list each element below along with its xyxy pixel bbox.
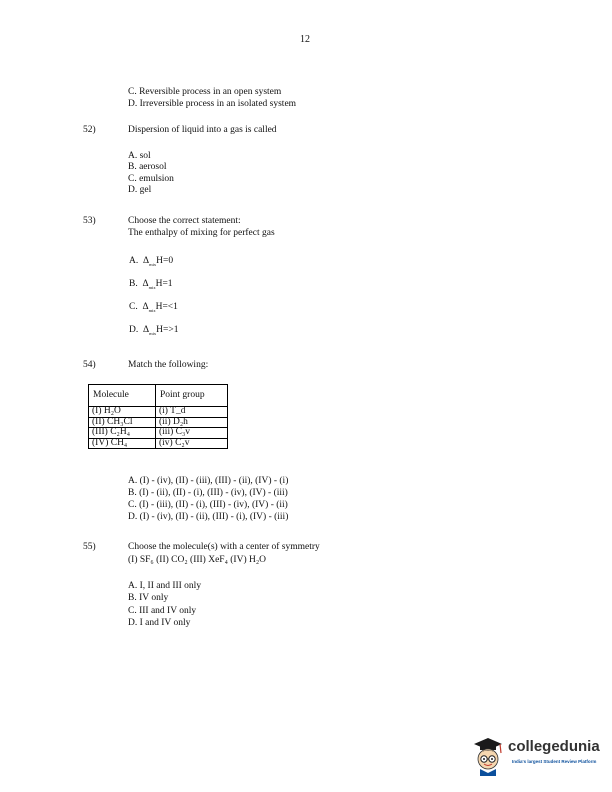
match-table — [88, 384, 228, 449]
table-cell: (i) T_d — [156, 407, 228, 418]
question-54-option-d: D. (I) - (iv), (II) - (ii), (III) - (i), (IV) - (iii) — [128, 512, 289, 522]
question-53-text-1: Choose the correct statement: — [128, 216, 241, 226]
table-cell: (iv) C₂v — [156, 438, 228, 449]
question-55-option-c: C. III and IV only — [128, 606, 197, 616]
table-header-cell: Molecule — [89, 385, 156, 407]
table-row — [89, 428, 228, 439]
table-header-cell: Point group — [156, 385, 228, 407]
question-52-number: 52) — [83, 125, 96, 135]
table-cell: (IV) CH₄ — [89, 438, 156, 449]
question-53-option-a: A. $\Delta_{mix}H=0$ — [129, 256, 174, 267]
table-header-row — [89, 385, 228, 407]
table-row — [89, 438, 228, 449]
question-55-option-a: A. I, II and III only — [128, 581, 202, 591]
question-54-option-a: A. (I) - (iv), (II) - (iii), (III) - (ii), (IV) - (i) — [128, 476, 289, 486]
table-row — [89, 417, 228, 428]
question-55-option-b: B. IV only — [128, 593, 169, 603]
table-cell: (I) H₂O — [89, 407, 156, 418]
question-53-option-b: B. $\Delta_{mix}H=1$ — [129, 279, 173, 290]
collegedunia-logo-text: collegedunia — [508, 738, 600, 755]
question-54-number: 54) — [83, 360, 96, 370]
question-55-text-1: Choose the molecule(s) with a center of symmetry — [128, 542, 320, 552]
question-54-text: Match the following: — [128, 360, 209, 370]
question-52-option-a: A. sol — [128, 151, 151, 161]
table-row — [89, 407, 228, 418]
collegedunia-tagline: India's largest Student Review Platform — [512, 759, 597, 764]
prev-option-c: C. Reversible process in an open system — [128, 87, 282, 97]
question-52-text: Dispersion of liquid into a gas is called — [128, 125, 277, 135]
question-55-option-d: D. I and IV only — [128, 618, 191, 628]
collegedunia-mascot-icon — [470, 735, 506, 777]
question-52-option-c: C. emulsion — [128, 174, 174, 184]
question-55-text-2: (I) SF₆ (II) CO₂ (III) XeF₄ (IV) H₂O — [128, 555, 267, 565]
table-cell: (iii) C₃v — [156, 428, 228, 439]
question-54-option-c: C. (I) - (iii), (II) - (i), (III) - (iv), (IV) - (ii) — [128, 500, 288, 510]
question-55-number: 55) — [83, 542, 96, 552]
question-52-option-b: B. aerosol — [128, 162, 167, 172]
prev-option-d: D. Irreversible process in an isolated system — [128, 99, 297, 109]
question-54-option-b: B. (I) - (ii), (II) - (i), (III) - (iv), (IV) - (iii) — [128, 488, 288, 498]
question-53-text-2: The enthalpy of mixing for perfect gas — [128, 228, 275, 238]
table-cell: (ii) D₂h — [156, 417, 228, 428]
table-cell: (II) CH₃Cl — [89, 417, 156, 428]
page-number: 12 — [300, 34, 310, 45]
question-53-number: 53) — [83, 216, 96, 226]
question-52-option-d: D. gel — [128, 185, 152, 195]
question-53-option-c: C. $\Delta_{mix}H=<1$ — [129, 302, 178, 313]
table-cell: (III) C₂H₄ — [89, 428, 156, 439]
question-53-option-d: D. $\Delta_{mix}H=>1$ — [129, 325, 179, 336]
